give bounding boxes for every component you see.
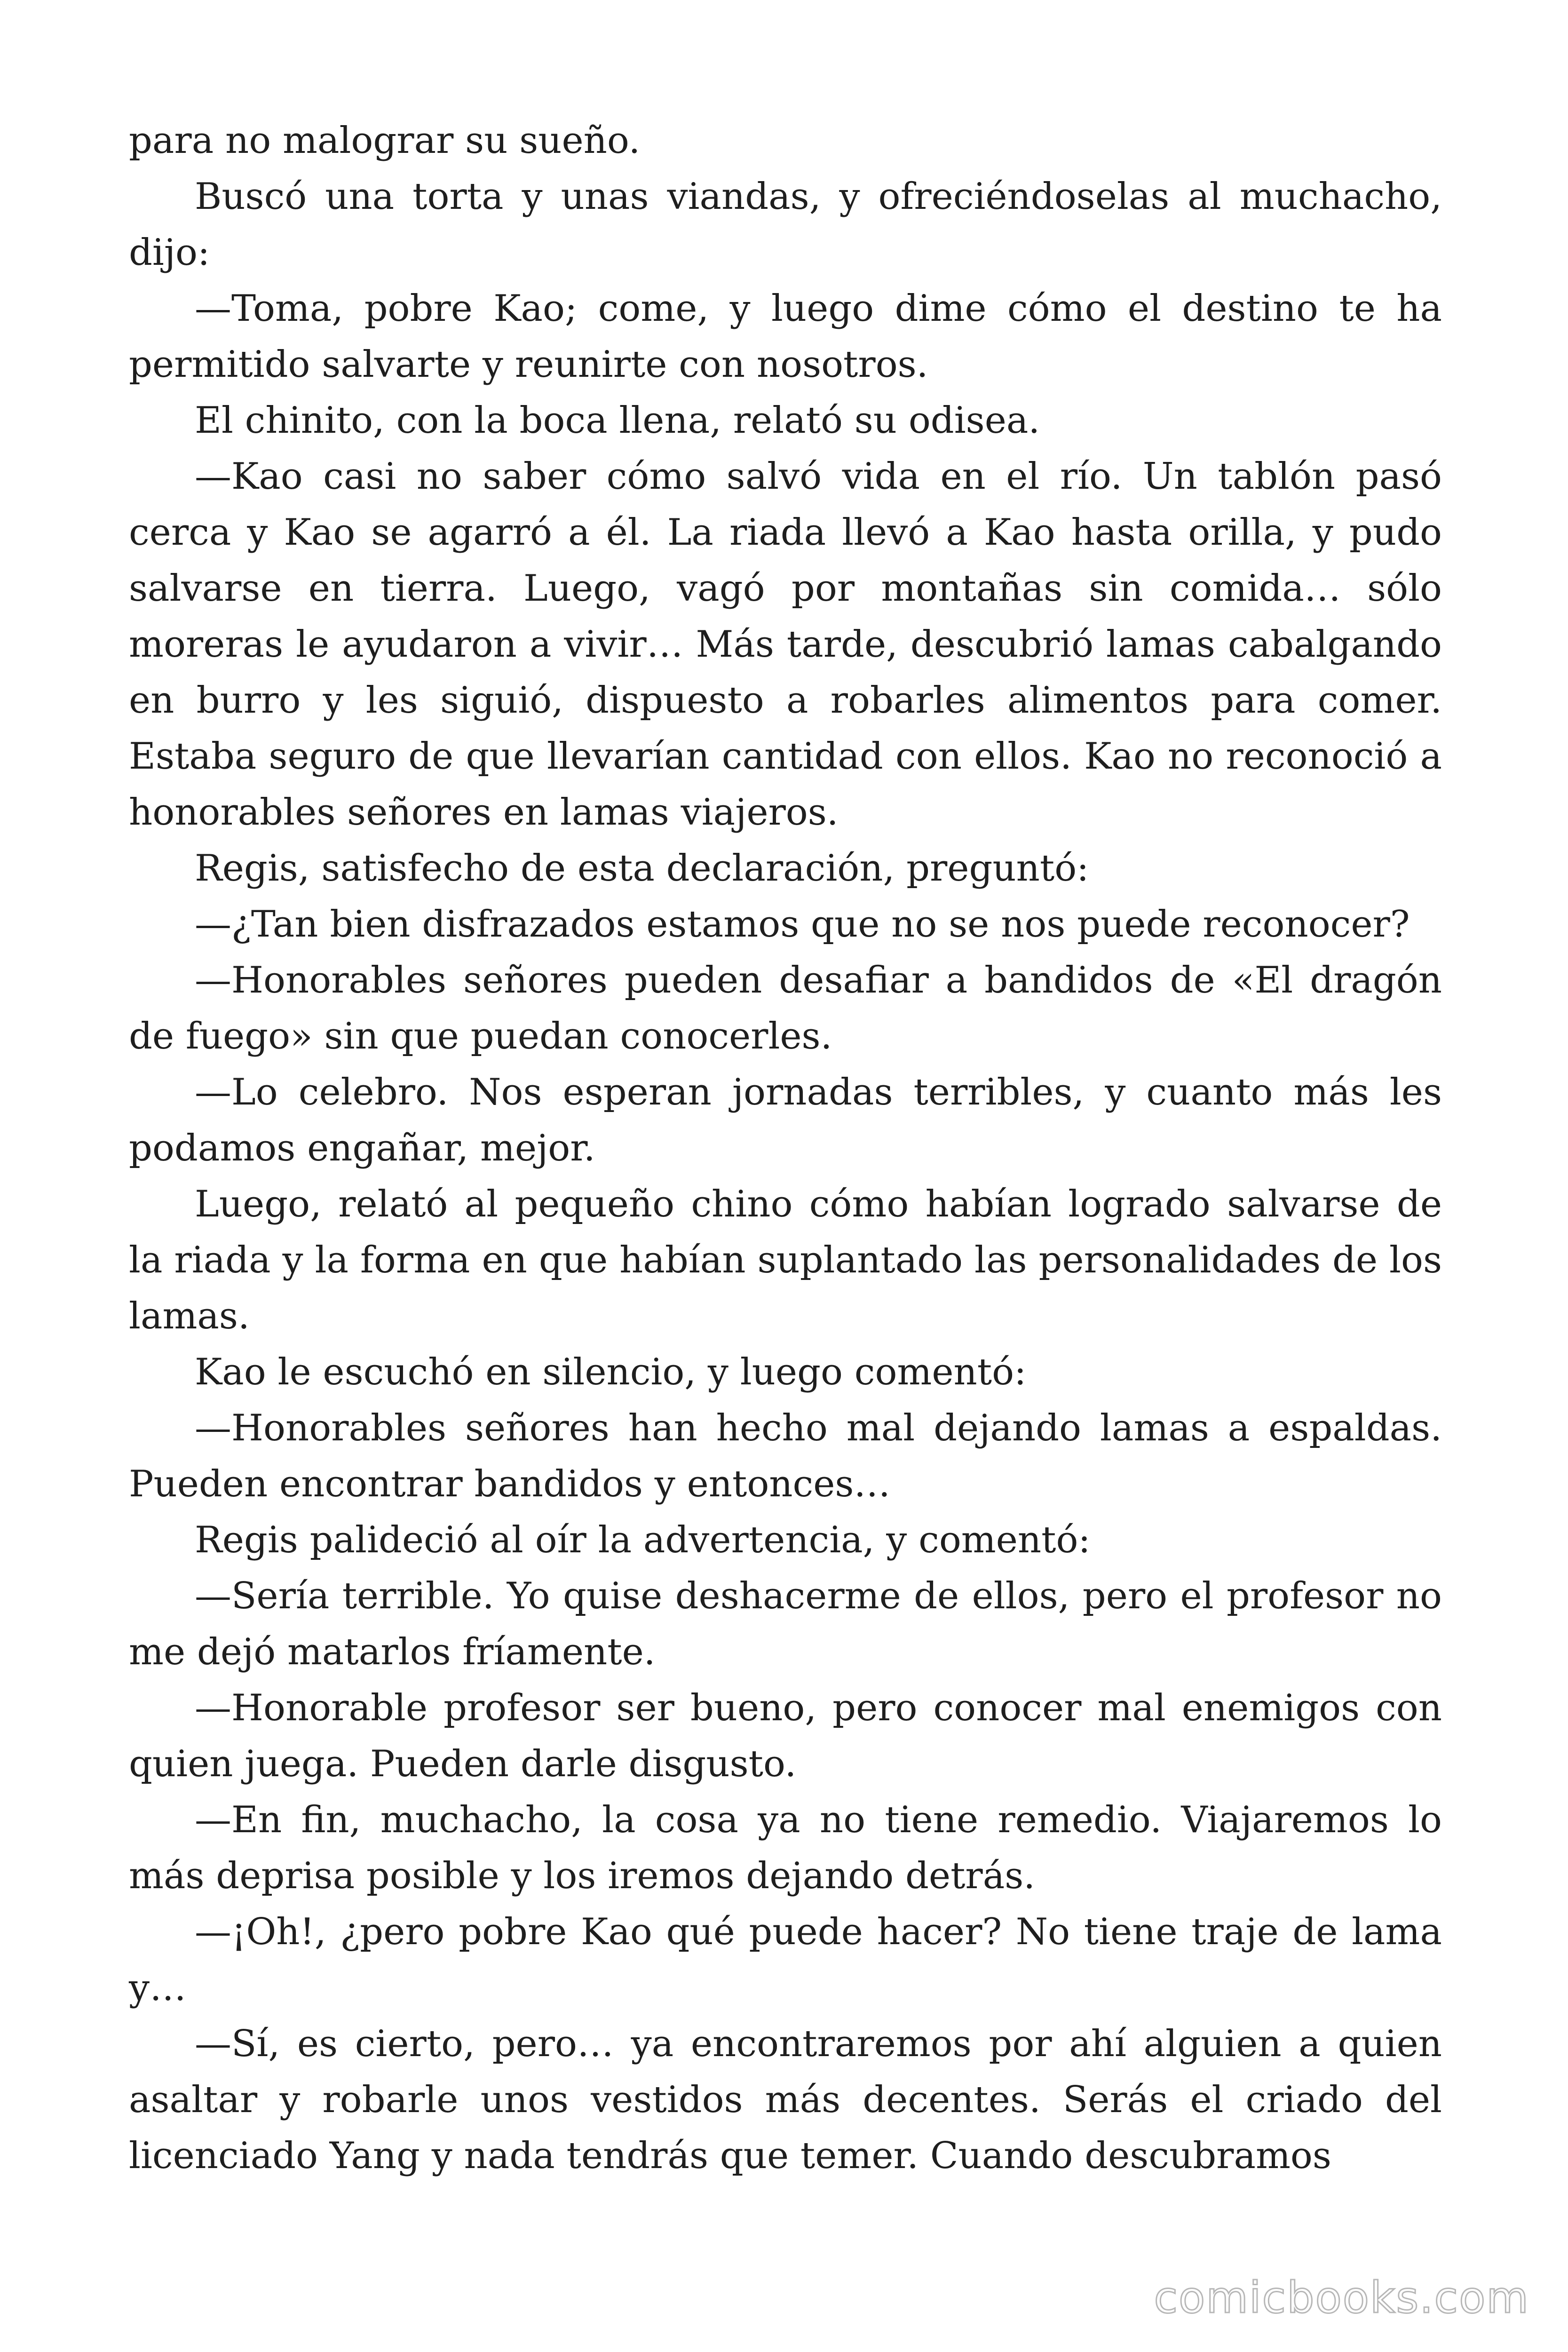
paragraph: Buscó una torta y unas viandas, y ofreciéndoselas al muchacho, dijo: bbox=[129, 175, 1442, 274]
paragraph-dialogue: —Sería terrible. Yo quise deshacerme de ellos, pero el profesor no me dejó matarlos fríamente. bbox=[129, 1575, 1442, 1673]
paragraph: El chinito, con la boca llena, relató su odisea. bbox=[195, 399, 1040, 442]
paragraph-dialogue: —Sí, es cierto, pero… ya encontraremos por ahí alguien a quien asaltar y robarle unos vestidos más decentes. Serás el criado del licenciado Yang y nada tendrás que temer. Cuando descubramos bbox=[129, 2023, 1442, 2177]
paragraph-continuation: para no malograr su sueño. bbox=[129, 119, 641, 162]
paragraph-dialogue: —¿Tan bien disfrazados estamos que no se nos puede reconocer? bbox=[195, 903, 1410, 946]
paragraph: Luego, relató al pequeño chino cómo habían logrado salvarse de la riada y la forma en que habían suplantado las personalidades de los lamas. bbox=[129, 1183, 1442, 1337]
paragraph-dialogue: —¡Oh!, ¿pero pobre Kao qué puede hacer? No tiene traje de lama y… bbox=[129, 1911, 1442, 2009]
paragraph: Regis palideció al oír la advertencia, y comentó: bbox=[195, 1519, 1091, 1561]
watermark: comicbooks.com bbox=[1154, 2273, 1529, 2323]
paragraph-dialogue: —Toma, pobre Kao; come, y luego dime cómo el destino te ha permitido salvarte y reunirte con nosotros. bbox=[129, 287, 1442, 386]
paragraph: Regis, satisfecho de esta declaración, preguntó: bbox=[195, 847, 1089, 890]
paragraph-dialogue: —Honorable profesor ser bueno, pero conocer mal enemigos con quien juega. Pueden darle disgusto. bbox=[129, 1687, 1442, 1785]
paragraph-dialogue: —Lo celebro. Nos esperan jornadas terribles, y cuanto más les podamos engañar, mejor. bbox=[129, 1071, 1442, 1169]
paragraph-dialogue: —En fin, muchacho, la cosa ya no tiene remedio. Viajaremos lo más deprisa posible y los iremos dejando detrás. bbox=[129, 1799, 1442, 1897]
paragraph-dialogue: —Kao casi no saber cómo salvó vida en el río. Un tablón pasó cerca y Kao se agarró a él. La riada llevó a Kao hasta orilla, y pudo salvarse en tierra. Luego, vagó por montañas sin comida… sólo moreras le ayudaron a vivir… Más tarde, descubrió lamas cabalgando en burro y les siguió, dispuesto a robarles alimentos para comer. Estaba seguro de que llevarían cantidad con ellos. Kao no reconoció a honorables señores en lamas viajeros. bbox=[129, 455, 1442, 834]
paragraph-dialogue: —Honorables señores pueden desafiar a bandidos de «El dragón de fuego» sin que puedan conocerles. bbox=[129, 959, 1442, 1057]
paragraph: Kao le escuchó en silencio, y luego comentó: bbox=[195, 1351, 1027, 1393]
page-text-body bbox=[129, 113, 1442, 2184]
paragraph-dialogue: —Honorables señores han hecho mal dejando lamas a espaldas. Pueden encontrar bandidos y entonces… bbox=[129, 1407, 1442, 1505]
